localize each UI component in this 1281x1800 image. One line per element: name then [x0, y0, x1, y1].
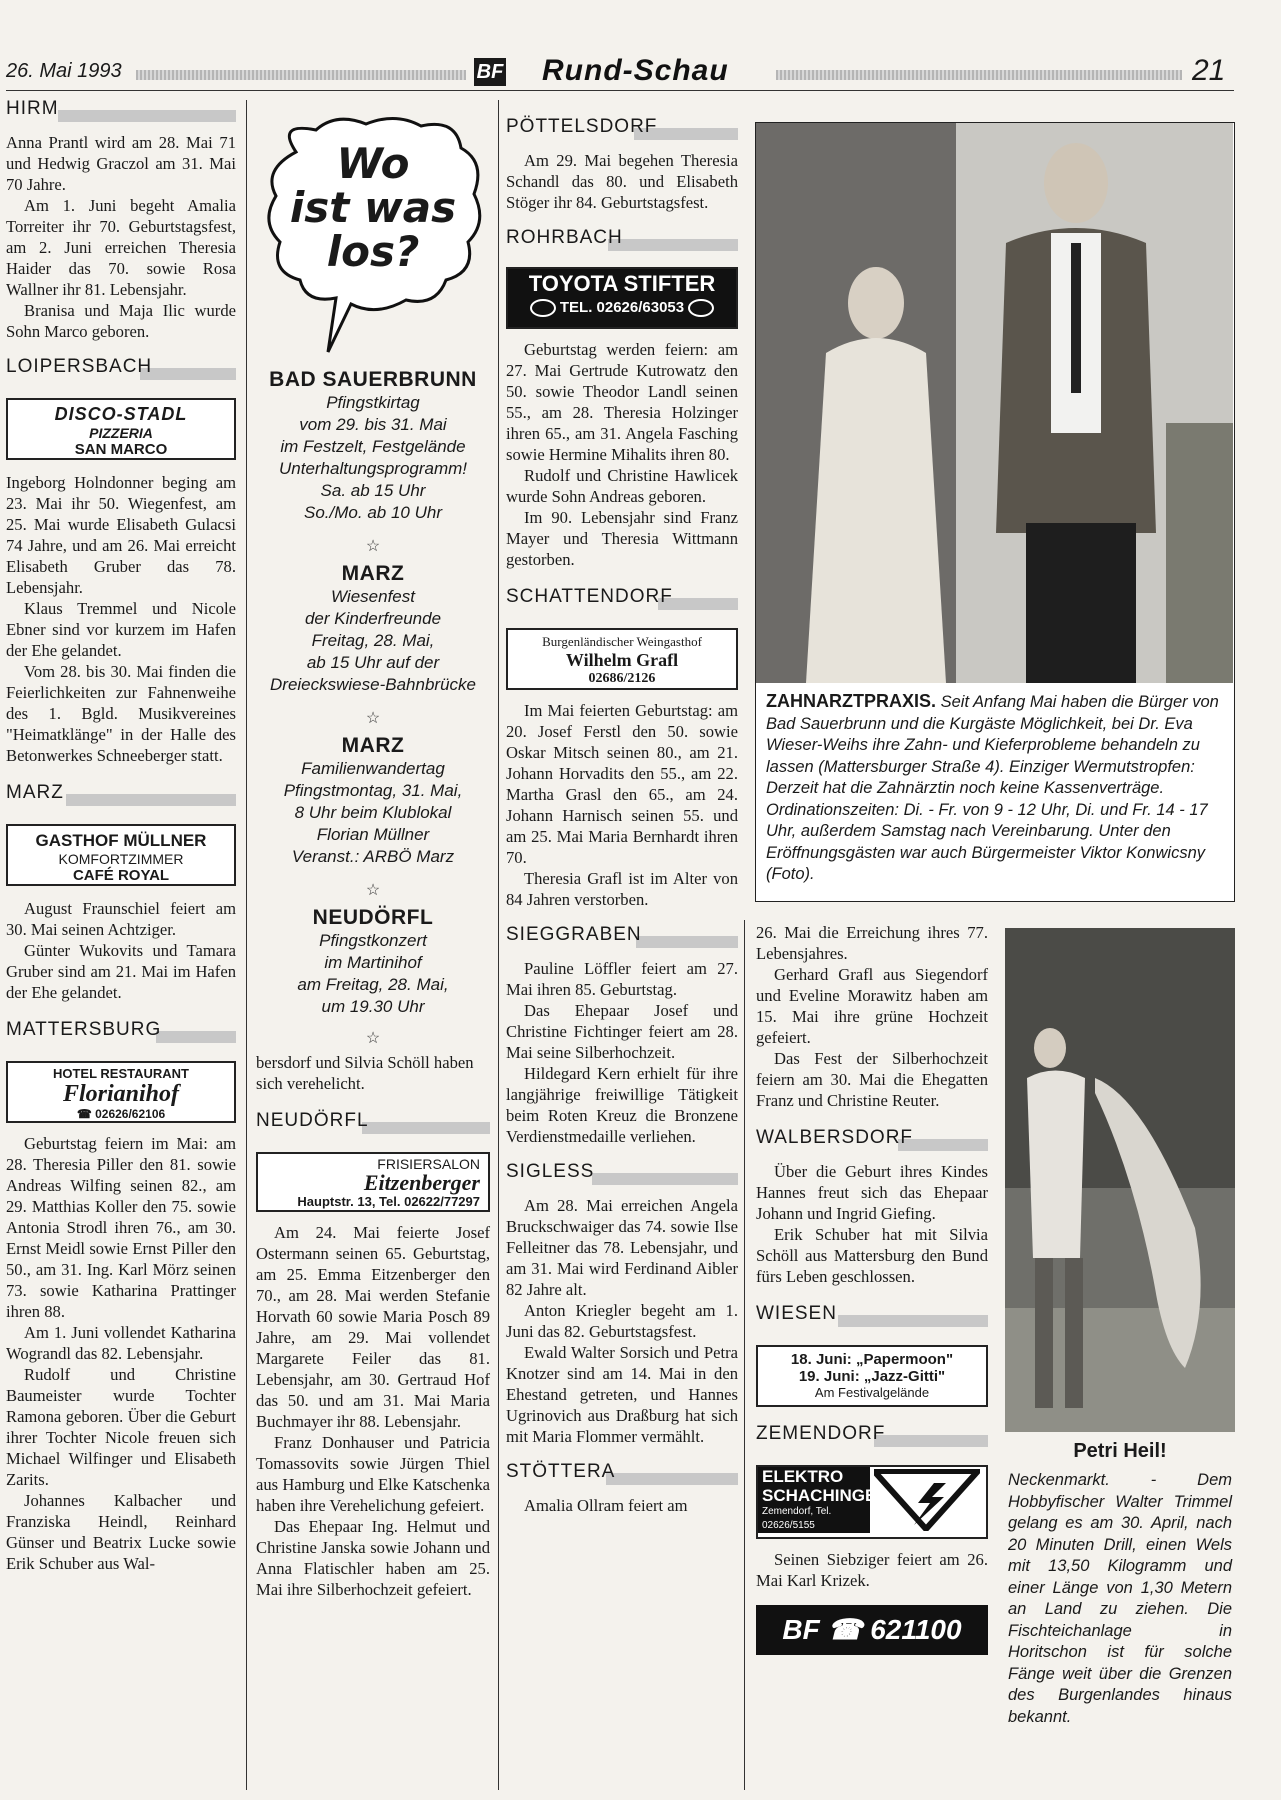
bf-phone-box: BF ☎ 621100: [756, 1605, 988, 1655]
section-bar: [608, 239, 738, 251]
article-continuation: 26. Mai die Erreichung ihres 77. Lebensjahres. Gerhard Grafl aus Siegendorf und Eveline Morawitz haben am 15. Mai ihre grüne Hochzeit gefeiert. Das Fest der Silberhochzeit feiern am 30. Mai die Ehegatten Franz und Christine Reuter.: [756, 923, 988, 1110]
section-bar: [66, 794, 236, 806]
section-title: NEUDÖRFL: [256, 1110, 369, 1131]
section-bar: [592, 1173, 738, 1185]
article-loipersbach: Ingeborg Holndonner beging am 23. Mai ihr 50. Wiegenfest, am 25. Mai wurde Elisabeth Gulacsi 74 Jahre, und am 26. Mai erreicht Elisabeth Gruber das 78. Lebensjahr. Klaus Tremmel und Nicole Ebner sind vor kurzem im Hafen der Ehe gelandet. Vom 28. bis 30. Mai finden die Feierlichkeiten zur Fahnenweihe des 1. Bgld. Musikvereines "Heimatklänge" in der Halle des Betonwerkes Schneeberger statt.: [6, 473, 236, 765]
column-1: [6, 98, 236, 1574]
section-title: ROHRBACH: [506, 227, 623, 248]
photo-box-zahnarztpraxis: [755, 122, 1235, 902]
article-sigless: Am 28. Mai erreichen Angela Bruckschwaiger das 74. sowie Ilse Felleitner das 78. Lebensjahr, und am 31. Mai wird Ferdinand Aibler 82 Jahre alt. Anton Kriegler begeht am 1. Juni das 82. Geburtstagsfest. Ewald Walter Sorsich und Petra Knotzer sind am 14. Mai in den Ehestand getreten, und Hannes Ugrinovich aus Draßburg hat sich mit Maria Flommer vermählt.: [506, 1196, 738, 1446]
section-title: SIEGGRABEN: [506, 924, 642, 945]
section-bar: [156, 1031, 236, 1043]
ad-florianihof: HOTEL RESTAURANT Florianihof ☎ 02626/62106: [6, 1061, 236, 1123]
article-mattersburg: Geburtstag feiern im Mai: am 28. Theresia Piller den 81. sowie Andreas Wilfing seinen 82., am 29. Matthias Koller den 75. sowie Antonia Strodl ihren 76., am 30. Ernst Meidl sowie Ernst Piller den 50., am 31. Ing. Karl Mörz seinen 73. sowie Katharina Prattinger ihren 88. Am 1. Juni vollendet Katharina Wograndl das 82. Lebensjahr. Rudolf und Christine Baumeister wurde Tochter Ramona geboren. Über die Geburt ihrer Tochter Nicole freuen sich Michael Wilfinger und Elisabeth Zarits. Johannes Kalbacher und Franziska Heindl, Reinhard Günser und Beatrix Lucke sowie Erik Schuber aus Wal-: [6, 1134, 236, 1573]
section-title: SIGLESS: [506, 1161, 595, 1182]
star-icon: ☆: [365, 882, 381, 899]
column-4: [756, 922, 988, 1655]
column-3: [506, 116, 738, 1516]
section-bar: [58, 110, 236, 122]
event-body: Wiesenfest der Kinderfreunde Freitag, 28. Mai, ab 15 Uhr auf der Dreieckswiese-Bahnbrücke: [270, 587, 476, 694]
photo-caption-zahnarztpraxis: ZAHNARZTPRAXIS. Seit Anfang Mai haben die Bürger von Bad Sauerbrunn und die Kurgäste Möglichkeit, bei Dr. Eva Wieser-Weihs ihre Zahn- und Kieferprobleme behandeln zu lassen (Mattersburger Straße 4). Einziger Wermutstropfen: Derzeit hat die Zahnärztin noch keine Kassenverträge. Ordinationszeiten: Di. - Fr. von 9 - 12 Uhr, Di. und Fr. 14 - 17 Uhr, außerdem Samstag nach Vereinbarung. Unter den Eröffnungsgästen war auch Bürgermeister Viktor Konwicsny (Foto).: [766, 691, 1219, 883]
event-title: MARZ: [341, 734, 405, 757]
ad-toyota-stifter: TOYOTA STIFTER TEL. 02626/63053: [506, 267, 738, 329]
event-title: NEUDÖRFL: [312, 906, 434, 929]
event-body: Pfingstkonzert im Martinihof am Freitag, 28. Mai, um 19.30 Uhr: [297, 931, 449, 1016]
toyota-logo-icon: [688, 299, 714, 317]
article-zemendorf: Seinen Siebziger feiert am 26. Mai Karl Krizek.: [756, 1550, 988, 1590]
photo-petri-heil: [1005, 928, 1235, 1432]
phone-icon: ☎: [827, 1614, 863, 1645]
article-hirm: Anna Prantl wird am 28. Mai 71 und Hedwig Graczol am 31. Mai 70 Jahre. Am 1. Juni begeht Amalia Torreiter ihr 70. Geburtstagsfest, am 2. Juni erreichen Theresia Haider das 70. sowie Rosa Wallner ihr 81. Lebensjahr. Branisa und Maja Ilic wurde Sohn Marco geboren.: [6, 133, 236, 341]
section-bar: [606, 1473, 738, 1485]
event-title: BAD SAUERBRUNN: [269, 368, 477, 391]
event-body: Pfingstkirtag vom 29. bis 31. Mai im Festzelt, Festgelände Unterhaltungsprogramm! Sa. ab 15 Uhr So./Mo. ab 10 Uhr: [278, 393, 468, 522]
issue-date: 26. Mai 1993: [6, 60, 122, 82]
header-rule-left: [136, 70, 466, 80]
ad-wiesen-festival: 18. Juni: „Papermoon" 19. Juni: „Jazz-Gitti" Am Festivalgelände: [756, 1345, 988, 1407]
article-stoettera: Amalia Ollram feiert am: [524, 1496, 688, 1515]
article-sieggraben: Pauline Löffler feiert am 27. Mai ihren 85. Geburtstag. Das Ehepaar Josef und Christine Fichtinger feiert am 28. Mai seine Silberhochzeit. Hildegard Kern erhielt für ihre langjährige freiwillige Tätigkeit beim Roten Kreuz die Bronzene Verdienstmedaille verliehen.: [506, 959, 738, 1146]
bf-logo: BF: [474, 58, 506, 86]
article-continuation: bersdorf und Silvia Schöll haben sich verehelicht.: [256, 1053, 474, 1093]
article-marz: August Fraunschiel feiert am 30. Mai seinen Achtziger. Günter Wukovits und Tamara Gruber sind am 21. Mai im Hafen der Ehe gelandet.: [6, 899, 236, 1002]
section-title: ZEMENDORF: [756, 1423, 886, 1444]
ad-frisiersalon: FRISIERSALON Eitzenberger Hauptstr. 13, Tel. 02622/77297: [256, 1152, 490, 1212]
section-bar: [874, 1435, 988, 1447]
ad-weingasthof-grafl: Burgenländischer Weingasthof Wilhelm Grafl 02686/2126: [506, 628, 738, 690]
event-title: MARZ: [341, 562, 405, 585]
header-rule-right: [776, 70, 1182, 80]
lightning-icon: [874, 1469, 980, 1531]
photo-icon: [756, 123, 1233, 683]
column-divider: [246, 100, 247, 1790]
section-title: HIRM: [6, 98, 59, 119]
section-bar: [838, 1315, 988, 1327]
toyota-logo-icon: [530, 299, 556, 317]
photo-caption-petri-heil: Neckenmarkt. - Dem Hobbyfischer Walter Trimmel gelang es am 30. April, nach 20 Minuten Drill, einen Wels mit 13,50 Kilogramm und einer Länge von 1,30 Metern an Land zu ziehen. Die Fischteichanlage in Horitschon ist für solche Fänge weit über die Grenzen des Burgenlandes hinaus bekannt.: [1008, 1471, 1232, 1726]
ad-disco-stadl: DISCO-STADL PIZZERIA SAN MARCO: [6, 398, 236, 460]
masthead-title: Rund-Schau: [542, 54, 729, 87]
article-neudoerfl: Am 24. Mai feierte Josef Ostermann seinen 65. Geburtstag, am 25. Emma Eitzenberger den 70., am 28. Mai werden Stefanie Horvath 60 sowie Maria Posch 89 Jahre, am 29. Mai vollendet Margarete Feiler das 81. Lebensjahr, am 30. Gertraud Hof das 50. und am 31. Mai Maria Buchmayer ihr 88. Lebensjahr. Franz Donhauser und Patricia Tomassovits sowie Jürgen Thiel aus Hamburg und Elke Katschenka haben ihre Verehelichung gefeiert. Das Ehepaar Ing. Helmut und Christine Janska sowie Johann und Anna Flatischler haben am 25. Mai ihre Silberhochzeit gefeiert.: [256, 1223, 490, 1599]
header-divider: [6, 90, 1234, 91]
section-title: MATTERSBURG: [6, 1019, 162, 1040]
article-schattendorf: Im Mai feierten Geburtstag: am 20. Josef Ferstl den 50. sowie Oskar Mitsch seinen 80., am 21. Johann Horvadits den 55., am 22. Martha Grasl den 65., am 24. Johann Harnisch seinen 55. und am 25. Mai Maria Bernhardt ihren 70. Theresia Grafl ist im Alter von 84 Jahren verstorben.: [506, 701, 738, 909]
ad-gasthof-muellner: GASTHOF MÜLLNER KOMFORTZIMMER CAFÉ ROYAL: [6, 824, 236, 886]
article-rohrbach: Geburtstag werden feiern: am 27. Mai Gertrude Kutrowatz den 50. sowie Theodor Landl seinen 55., am 28. Theresia Holzinger ihren 65., am 31. Angela Fasching sowie Hermine Mihalits ihren 80. Rudolf und Christine Hawlicek wurde Sohn Andreas geboren. Im 90. Lebensjahr sind Franz Mayer und Theresia Wittmann gestorben.: [506, 340, 738, 569]
section-bar: [140, 368, 236, 380]
section-title: LOIPERSBACH: [6, 356, 153, 377]
section-title: PÖTTELSDORF: [506, 116, 658, 137]
photo-zahnarztpraxis: [756, 123, 1233, 683]
star-icon: ☆: [365, 538, 381, 555]
event-list: [256, 368, 490, 1048]
section-bar: [362, 1122, 490, 1134]
section-title: WIESEN: [756, 1303, 837, 1324]
star-icon: ☆: [365, 1030, 381, 1047]
event-body: Familienwandertag Pfingstmontag, 31. Mai, 8 Uhr beim Klublokal Florian Müllner Veranst.: ARBÖ Marz: [283, 759, 463, 866]
section-title: MARZ: [6, 782, 64, 803]
ad-elektro-schachinger: ELEKTRO SCHACHINGER Zemendorf, Tel. 02626/5155: [756, 1465, 988, 1539]
column-2: [256, 112, 490, 1600]
speech-bubble: Wo ist was los?: [256, 112, 490, 364]
article-poettelsdorf: Am 29. Mai begehen Theresia Schandl das 80. und Elisabeth Stöger ihr 84. Geburtstagsfest.: [506, 151, 738, 212]
column-divider: [498, 100, 499, 1790]
photo-icon: [1005, 928, 1235, 1432]
section-title: WALBERSDORF: [756, 1127, 914, 1148]
article-walbersdorf: Über die Geburt ihres Kindes Hannes freut sich das Ehepaar Johann und Ingrid Giefing. Erik Schuber hat mit Silvia Schöll aus Mattersburg den Bund fürs Leben geschlossen.: [756, 1162, 988, 1286]
section-bar: [636, 936, 738, 948]
column-divider: [744, 920, 745, 1790]
page-number: 21: [1192, 54, 1226, 87]
photo-title-petri-heil: Petri Heil!: [1073, 1440, 1167, 1462]
star-icon: ☆: [365, 710, 381, 727]
section-title: STÖTTERA: [506, 1461, 616, 1482]
section-title: SCHATTENDORF: [506, 586, 673, 607]
